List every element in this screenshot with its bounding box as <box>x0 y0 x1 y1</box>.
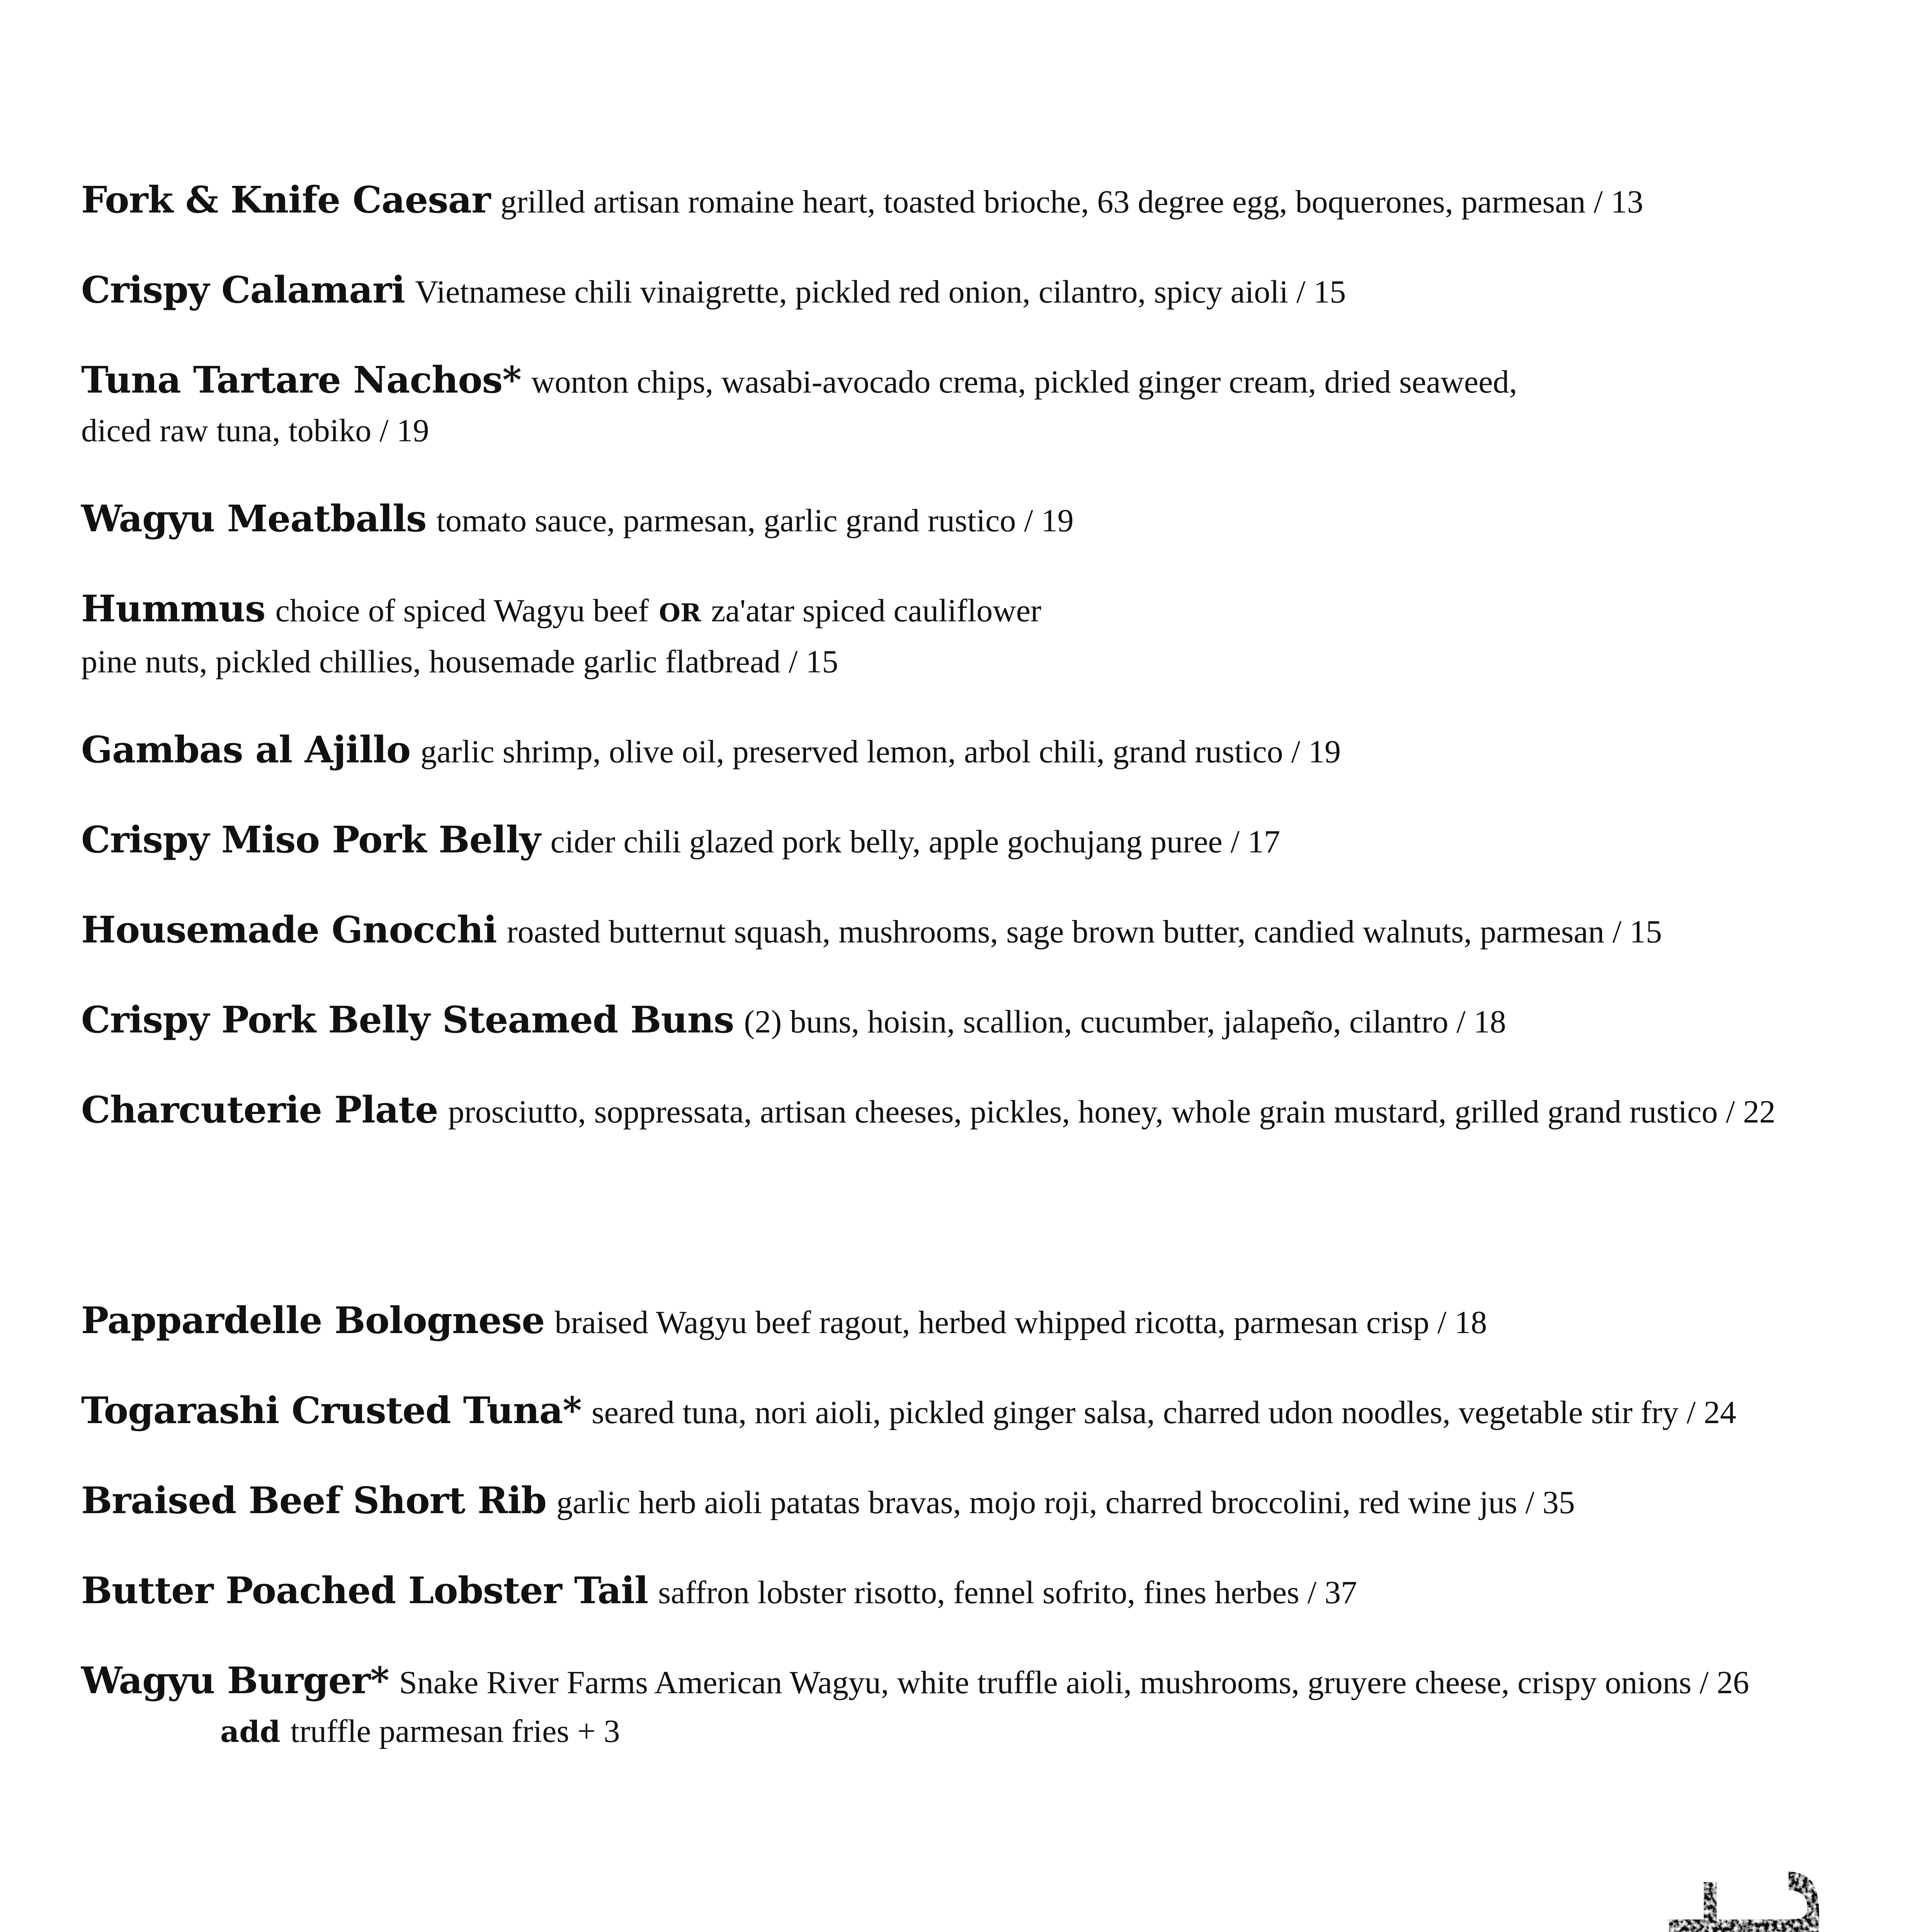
item-name: Wagyu Meatballs <box>81 497 427 540</box>
item-name: Togarashi Crusted Tuna* <box>81 1389 582 1432</box>
item-name: Butter Poached Lobster Tail <box>81 1569 648 1612</box>
menu-item <box>81 1566 1928 1617</box>
item-description: seared tuna, nori aioli, pickled ginger salsa, charred udon noodles, vegetable stir fry / 24 <box>591 1395 1736 1430</box>
menu-section-starters <box>81 176 1928 1176</box>
item-name: Charcuterie Plate <box>81 1088 438 1131</box>
menu-item <box>81 996 1928 1046</box>
menu-item <box>81 1656 1928 1756</box>
item-description-alt: za'atar spiced cauliflower <box>711 593 1041 629</box>
item-description: cider chili glazed pork belly, apple gochujang puree / 17 <box>550 824 1281 860</box>
item-description: choice of spiced Wagyu beef <box>275 593 649 629</box>
item-description: garlic shrimp, olive oil, preserved lemon, arbol chili, grand rustico / 19 <box>420 734 1341 770</box>
item-name: Fork & Knife Caesar <box>81 179 491 221</box>
item-description: Vietnamese chili vinaigrette, pickled red onion, cilantro, spicy aioli / 15 <box>415 274 1346 310</box>
item-description: prosciutto, soppressata, artisan cheeses, pickles, honey, whole grain mustard, grilled grand rustico / 22 <box>448 1094 1776 1130</box>
item-name: Crispy Pork Belly Steamed Buns <box>81 998 734 1041</box>
item-name: Gambas al Ajillo <box>81 728 411 771</box>
add-label: add <box>220 1714 281 1749</box>
menu-item <box>81 585 1928 686</box>
item-description: saffron lobster risotto, fennel sofrito, fines herbes / 37 <box>658 1575 1357 1611</box>
menu-item <box>81 816 1928 866</box>
item-description-line2: pine nuts, pickled chillies, housemade garlic flatbread / 15 <box>81 644 838 680</box>
item-description: braised Wagyu beef ragout, herbed whipped ricotta, parmesan crisp / 18 <box>554 1304 1487 1340</box>
item-description: tomato sauce, parmesan, garlic grand rustico / 19 <box>436 503 1074 539</box>
salt-logo <box>1634 1866 1835 1932</box>
menu-item <box>81 1086 1928 1136</box>
item-description: wonton chips, wasabi-avocado crema, pickled ginger cream, dried seaweed, <box>531 364 1517 400</box>
menu-item <box>81 176 1928 226</box>
menu-item <box>81 726 1928 776</box>
item-name: Housemade Gnocchi <box>81 908 497 951</box>
menu-item <box>81 266 1928 316</box>
menu-item <box>81 356 1928 455</box>
menu-item <box>81 1296 1928 1347</box>
add-on-line <box>81 1713 620 1750</box>
item-description: grilled artisan romaine heart, toasted brioche, 63 degree egg, boquerones, parmesan / 13 <box>500 184 1643 220</box>
item-description: (2) buns, hoisin, scallion, cucumber, jalapeño, cilantro / 18 <box>744 1004 1506 1040</box>
item-description: roasted butternut squash, mushrooms, sage brown butter, candied walnuts, parmesan / 15 <box>507 914 1662 950</box>
add-on-description: truffle parmesan fries + 3 <box>290 1713 620 1749</box>
item-description-line2: diced raw tuna, tobiko / 19 <box>81 413 429 449</box>
item-name: Wagyu Burger* <box>81 1659 389 1702</box>
item-name: Tuna Tartare Nachos* <box>81 359 521 401</box>
logo-wordmark <box>1634 1868 1835 1932</box>
item-description: Snake River Farms American Wagyu, white truffle aioli, mushrooms, gruyere cheese, crispy onions / 26 <box>399 1665 1749 1701</box>
menu-section-mains <box>81 1296 1928 1796</box>
item-name: Pappardelle Bolognese <box>81 1299 545 1342</box>
item-name: Braised Beef Short Rib <box>81 1479 547 1522</box>
item-description: garlic herb aioli patatas bravas, mojo roji, charred broccolini, red wine jus / 35 <box>556 1485 1575 1520</box>
item-name: Hummus <box>81 587 265 630</box>
menu-item <box>81 1476 1928 1527</box>
menu-item <box>81 906 1928 956</box>
or-label: OR <box>659 599 701 628</box>
item-name: Crispy Calamari <box>81 269 405 311</box>
item-name: Crispy Miso Pork Belly <box>81 818 541 861</box>
menu-item <box>81 495 1928 545</box>
menu-item <box>81 1386 1928 1437</box>
